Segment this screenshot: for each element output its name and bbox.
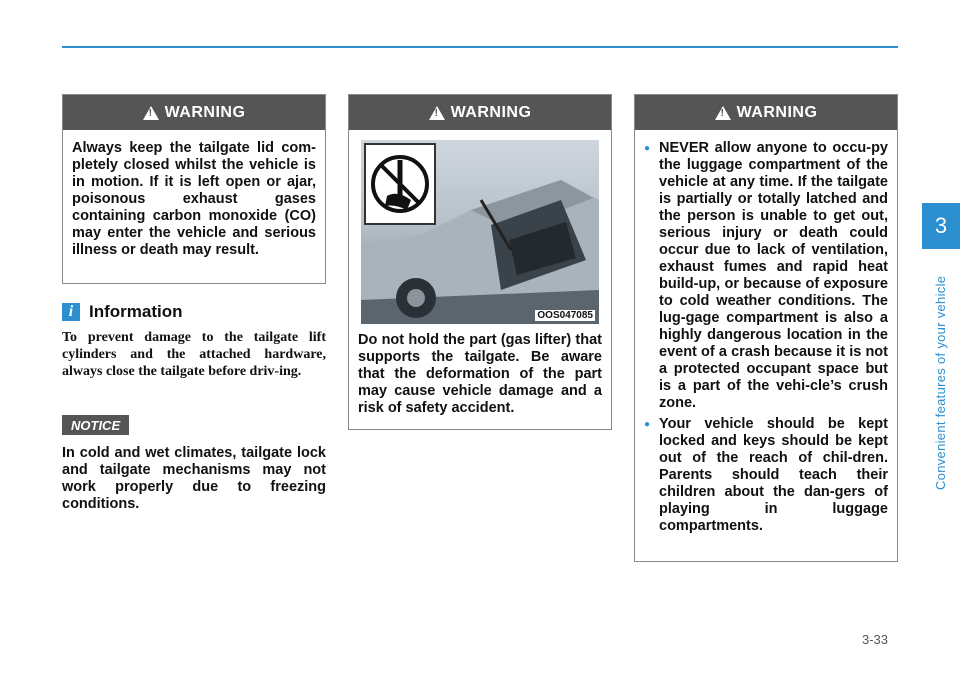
tailgate-illustration (361, 140, 599, 324)
information-text: To prevent damage to the tailgate lift cylinders and the attached hardware, always close the tailgate before driv-ing. (62, 330, 326, 379)
warning-heading: WARNING (450, 103, 532, 121)
information-header (62, 302, 183, 322)
warning-box-gas-lifter (348, 94, 612, 430)
chapter-tab: 3 (922, 203, 960, 249)
warning-bullet-list (644, 140, 888, 535)
warning-header (635, 95, 897, 130)
page-number: 3-33 (862, 632, 889, 647)
notice-badge: NOTICE (62, 415, 129, 435)
warning-text (635, 130, 897, 535)
warning-triangle-icon (715, 106, 731, 120)
tailgate-figure (361, 140, 599, 324)
warning-triangle-icon (143, 106, 159, 120)
chapter-title: Convenient features of your vehicle (933, 275, 948, 490)
warning-header (63, 95, 325, 130)
top-rule (62, 46, 898, 48)
info-icon: i (62, 303, 80, 321)
warning-box-tailgate-closed (62, 94, 326, 284)
warning-text: Always keep the tailgate lid com-pletely closed whilst the vehicle is in motion. If it is left open or ajar, poisonous exhaust gases containing carbon monoxide (CO) may enter the vehicle and serious illness or death may result. (72, 140, 316, 258)
warning-triangle-icon (429, 106, 445, 120)
notice-text: In cold and wet climates, tailgate lock and tailgate mechanisms may not work properly due to freezing conditions. (62, 445, 326, 512)
warning-header (349, 95, 611, 130)
warning-heading: WARNING (736, 103, 818, 121)
list-item: ● Your vehicle should be kept locked and keys should be kept out of the reach of chil-dren. Parents should teach their children about the dan-gers of playing in luggage compartments. (644, 416, 888, 535)
warning-box-luggage-compartment (634, 94, 898, 562)
list-item: ● NEVER allow anyone to occu-py the luggage compartment of the vehicle at any time. If the tailgate is partially or totally latched and the person is unable to get out, serious injury or death could occur due to lack of ventilation, exhaust fumes and rapid heat build-up, or because of exposure to cold weather conditions. The lug-gage compartment is also a highly dangerous location in the event of a crash because it is not a protected occupant space but is a part of the vehi-cle’s crush zone. (644, 140, 888, 412)
information-title: Information (89, 302, 183, 321)
figure-code: OOS047085 (537, 310, 593, 321)
warning-text: Do not hold the part (gas lifter) that supports the tailgate. Be aware that the deformation of the part may cause vehicle damage and a risk of safety accident. (358, 332, 602, 416)
warning-heading: WARNING (164, 103, 246, 121)
